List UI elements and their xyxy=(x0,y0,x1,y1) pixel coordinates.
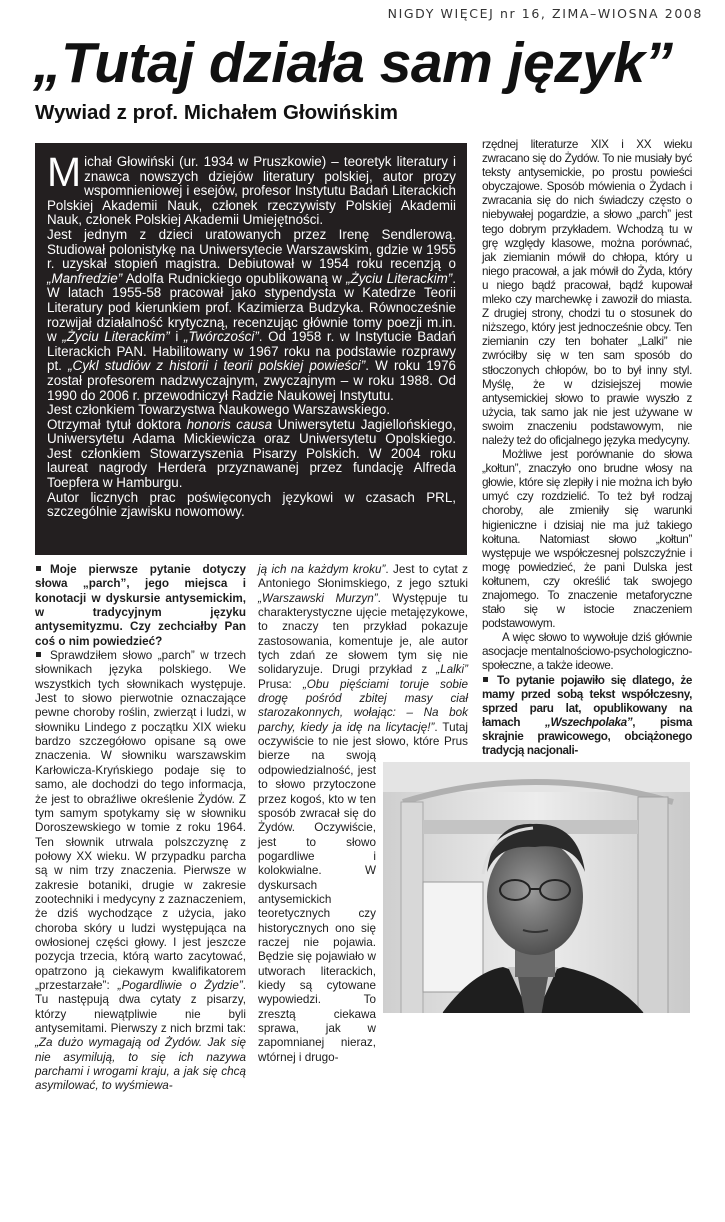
italic-quote: „Cykl studiów z historii i teorii polskiej powieści” xyxy=(68,358,366,374)
italic-quote: „Pogardliwie o Żydzie” xyxy=(117,978,243,992)
text-run: Możliwe jest porównanie do słowa „kołtun”, znaczyło ono brudne włosy na głowie, które się zlepiły i nie można ich było umyć czy rozdzielić. To też był rodzaj choroby, ale zmieniły się warunki higieniczne i dzisiaj nie ma już takiego kołtuna. Natomiast słowo „kołtun” występuje we współczesnej polszczyźnie i mogę powiedzieć, że pani Dulska jest kołtunem, czy określić tak swojego znajomego. To znaczenie metaforyczne stało się w istocie znaczeniem podstawowym. xyxy=(482,448,692,631)
text-run: Jest jednym z dzieci uratowanych przez Irenę Sendlerową. Studiował polonistykę na Uniwersytecie Warszawskim, gdzie w 1955 r. uzyskał stopień magistra. Debiutował w 1954 roku recenzją o xyxy=(47,226,456,272)
italic-quote: „Wszechpolaka” xyxy=(544,715,633,729)
italic-quote: „Obu pięściami toruje sobie drogę pośród zbitej masy ciał starozakonnych, wołając: – Na bok parchy, kiedy ja idę na licytację!” xyxy=(258,677,468,734)
italic-quote: „Życiu Literackim” xyxy=(62,329,170,345)
bio-box xyxy=(35,143,467,555)
drop-cap: M xyxy=(47,149,82,195)
interview-question xyxy=(35,563,246,649)
portrait-photo xyxy=(383,762,690,1013)
italic-quote: „Manfredzie” xyxy=(47,270,123,286)
body-paragraph xyxy=(482,631,692,673)
body-paragraph xyxy=(482,138,692,448)
text-run: Jest członkiem Towarzystwa Naukowego Warszawskiego. xyxy=(47,402,391,418)
text-run: . Od 1958 r. w Instytucie Badań Literackich PAN. Habilitowany w 1967 roku na podstawie rozprawy pt. xyxy=(47,329,456,374)
text-run: A więc słowo to wywołuje dziś głównie asocjacje mentalnościowo-psychologiczno-społeczne, a także ideowe. xyxy=(482,631,692,673)
text-run: , pisma skrajnie prawicowego, obciążonego tradycją nacjonali- xyxy=(482,715,693,758)
italic-quote: „Za dużo wymagają od Żydów. Jak się nie asymilują, to się ich nazywa parchami i wrogami kraju, a jak się chcą asymilować, to wyśmiewa- xyxy=(35,1036,246,1093)
text-run: Prusa: xyxy=(258,677,303,691)
interview-answer xyxy=(35,649,246,1094)
text-run: Moje pierwsze pytanie dotyczy słowa „parch”, jego miejsca i konotacji w dyskursie antysemickim, w tradycyjnym języku antysemityzmu. Czy zechciałby Pan coś o nim powiedzieć? xyxy=(35,563,246,648)
text-run: . Występuje tu charakterystyczne ujęcie metajęzykowe, to znaczy ten przykład pokazuje zastosowania, komentuje je, ale autor tych zdań ze słowem tym się nie solidaryzuje. Drugi przykład z xyxy=(258,591,468,677)
text-run: . W roku 1976 został profesorem nadzwyczajnym, zwyczajnym – w roku 1988. Od 1990 do 2006 r. przewodniczył Radzie Naukowej Instytutu. xyxy=(47,358,457,403)
bio-paragraph xyxy=(47,418,456,491)
bullet-square-icon xyxy=(483,677,488,682)
italic-quote: „Warszawski Murzyn” xyxy=(258,591,378,605)
text-run: i xyxy=(169,329,184,345)
italic-quote: honoris causa xyxy=(186,416,273,432)
article-subtitle: Wywiad z prof. Michałem Głowińskim xyxy=(35,101,398,124)
running-head: NIGDY WIĘCEJ nr 16, ZIMA–WIOSNA 2008 xyxy=(387,6,703,21)
bio-paragraph xyxy=(47,403,456,418)
bullet-square-icon xyxy=(36,652,41,657)
article-title: „Tutaj działa sam język” xyxy=(33,31,673,95)
text-run: rzędnej literaturze XIX i XX wieku zwracano się do Żydów. To nie musiały być teksty antysemickie, po prostu powieści obyczajowe. Sposób mówienia o Żydach i zwracania się do nich świadczy często o niebywałej pogardzie, a słowo „parch” jest tego dobrym przykładem. Wchodzą tu w grę względy klasowe, można porównać, jak ziemianin mówił do chłopa, który u niego pracował, a jak mówił do Żyda, który u niego bądź pracował, bądź kupował mleko czy marchewkę i zawoził do miasta. Z drugiej strony, chodzi tu o stosunek do niższego, który jest jednocześnie obcy. Ten ziemianin czy ten bohater „Lalki” nie zwróciłby się w ten sam sposób do stłoczonych chłopów, bo to był inny styl. Myślę, że w dzisiejszej mowie antysemickiej słowo to prawie wyszło z użycia, tak samo jak nie jest używane w swoim znaczeniu podstawowym, nie należy też do oficjalnego języka medycyny. xyxy=(482,138,692,447)
bio-text xyxy=(47,149,457,520)
bio-paragraph xyxy=(47,149,456,228)
italic-quote: „Życiu Literackim” xyxy=(346,270,453,286)
text-run: . W latach 1955-58 pracował jako stypendysta w Katedrze Teorii Literatury pod kierunkiem prof. Kazimierza Budzyka. Równocześnie rozwijał działalność krytyczną, recenzując głównie tomy poezji m.in. w xyxy=(47,270,457,345)
text-run: . Tutaj oczywiście to nie jest słowo, które Prus bierze na swoją odpowiedzialność, jest to słowo przytoczone przez kogoś, kto w ten sposób zwracał się do Żydów. Oczywiście, jest to słowo pogardliwe i kolokwialne. W dyskursach antysemickich teoretycznych czy historycznych ono się raczej nie pojawia. Będzie się pojawiało w utworach literackich, kiedy są cytowane wypowiedzi. To zresztą ciekawa sprawa, jak w zapomnianej nieraz, wtórnej i drugo- xyxy=(258,720,468,1064)
bio-paragraph xyxy=(47,228,456,403)
interview-question xyxy=(482,674,692,759)
bullet-square-icon xyxy=(36,566,41,571)
body-paragraph xyxy=(482,448,692,631)
column-left xyxy=(35,563,246,1094)
italic-quote: „Lalki” xyxy=(436,663,468,677)
text-run: Adolfa Rudnickiego opublikowaną w xyxy=(122,270,347,286)
text-run: Autor licznych prac poświęconych językowi w czasach PRL, szczególnie zjawisku nowomowy. xyxy=(47,489,456,520)
text-run: To pytanie pojawiło się dlatego, że mamy przed sobą tekst współczesny, sprzed paru lat, opublikowany na łamach xyxy=(482,673,692,729)
italic-quote: ją ich na każdym kroku” xyxy=(258,563,386,576)
text-run: Sprawdziłem słowo „parch” w trzech słownikach języka polskiego. We wszystkich tych słownikach występuje. Jest to słowo pierwotnie oznaczające pewne choroby roślin, zwierząt i ludzi, w słowniku Lindego z początku XIX wieku bardzo szczegółowo opisane są owe znaczenia. W słowniku warszawskim Karłowicza-Kryńskiego podaje się to samo, ale dochodzi do tego informacja, że jest to obraźliwe określenie Żydów. Z tym samym spotykamy się w słowniku Doroszewskiego w tomie z roku 1964. Ten słownik utrwala polszczyznę z połowy XX wieku. W przypadku parcha są w nim trzy znaczenia. Pierwsze w zakresie botaniki, drugie w zakresie zootechniki i medycyny z zaznaczeniem, że dziś wychodzące z użycia, jako choroba skóry u ludzi występująca na owłosionej części głowy. I jest jeszcze pozycja trzecia, którą warto zacytować, opatrzono ją ciekawym kwalifikatorem „przestarzałe”: xyxy=(35,649,246,992)
bio-paragraph xyxy=(47,491,456,520)
text-run: . Jest to cytat z Antoniego Słonimskiego, z jego sztuki xyxy=(258,563,468,591)
text-run: Uniwersytetu Jagiellońskiego, Uniwersytetu Adama Mickiewicza oraz Uniwersytetu Opolskiego. Jest członkiem Stowarzyszenia Pisarzy Polskich. W 2004 roku laureat nagrody Herdera przyznawanej przez fundację Alfreda Toepfera w Hamburgu. xyxy=(47,416,457,491)
text-run: . Tu następują dwa cytaty z pisarzy, którzy niewątpliwie nie byli antysemitami. Pierwszy z nich brzmi tak: xyxy=(35,978,246,1035)
column-right xyxy=(482,138,692,758)
italic-quote: „Twórczości” xyxy=(183,329,259,345)
text-run: Otrzymał tytuł doktora xyxy=(47,416,187,432)
text-run: ichał Głowiński (ur. 1934 w Pruszkowie) – teoretyk literatury i znawca nowszych dziejów literatury polskiej, autor prozy wspomnieniowej i esejów, profesor Instytutu Badań Literackich Polskiej Akademii Nauk, członek rzeczywisty Polskiej Akademii Nauk, członek Polskiej Akademii Umiejętności. xyxy=(47,154,456,228)
